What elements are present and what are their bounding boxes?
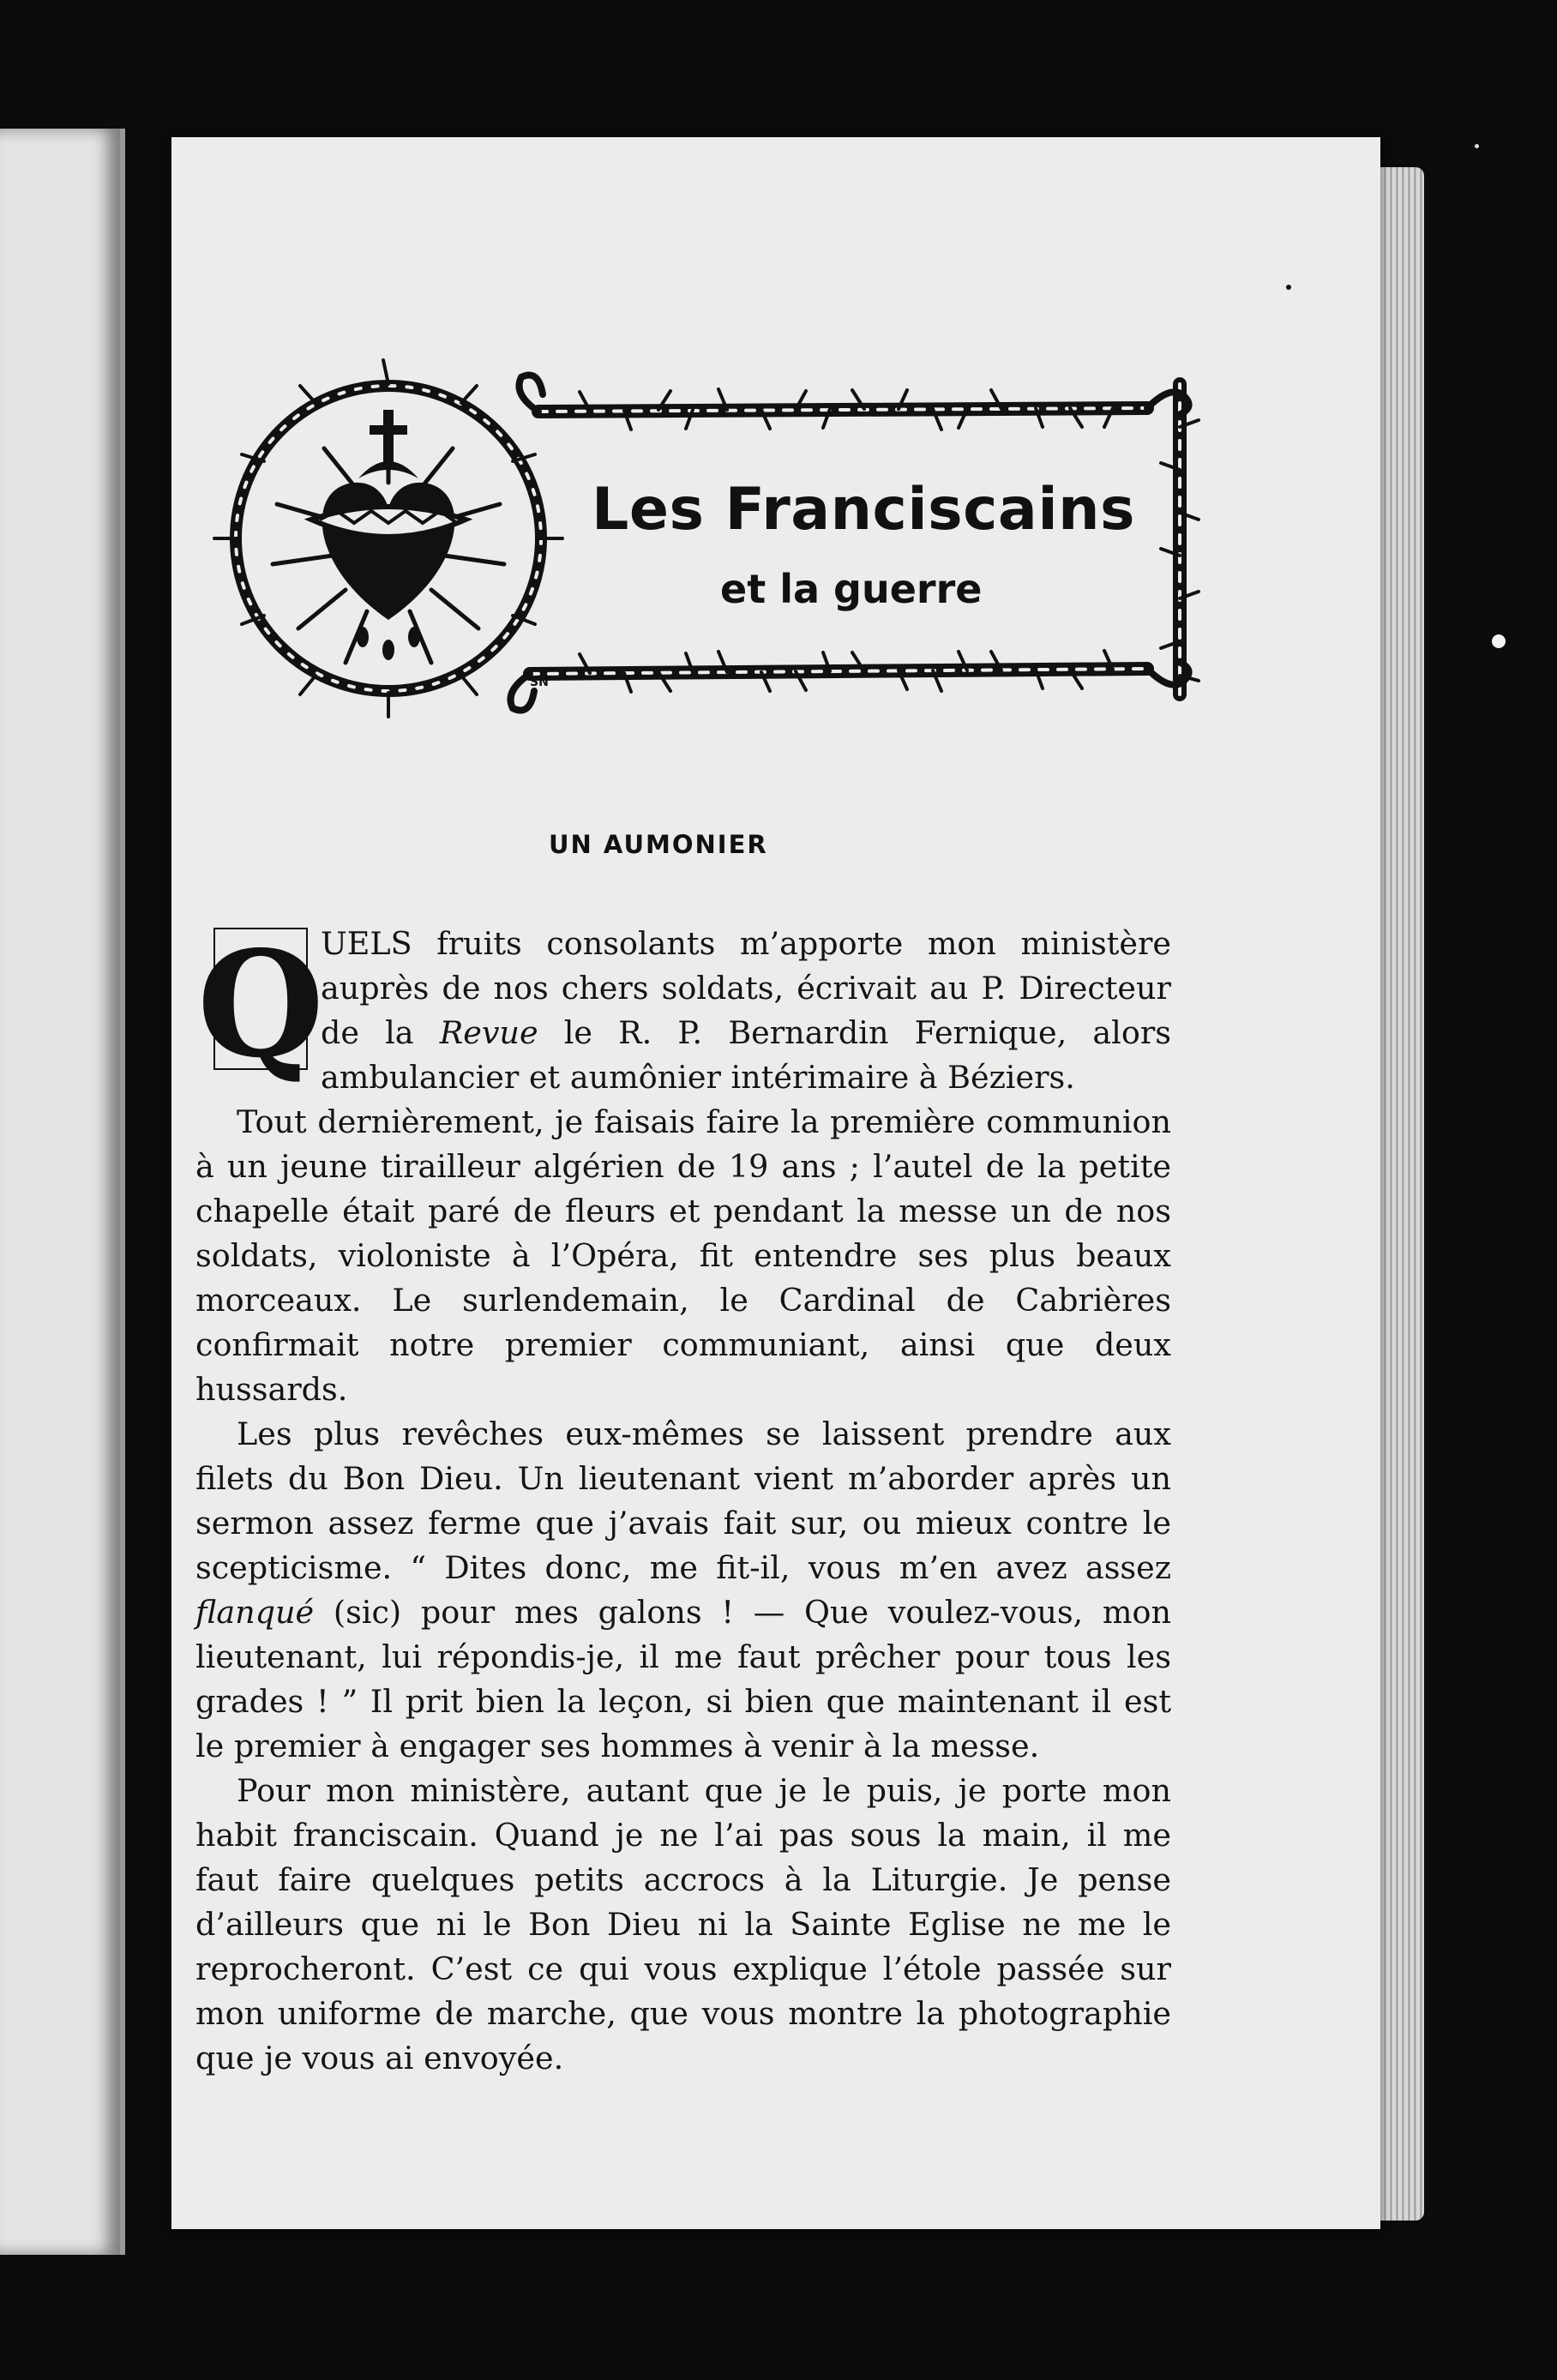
paragraph-1: Q UELS fruits consolants m’apporte mon ministère auprès de nos chers soldats, écrivait au P. Directeur de la Revue le R. P. Bernardin Fernique, alors ambulancier et aumônier intérimaire à Béziers. [196,919,1171,1096]
flanque-italic: flanqué [195,1594,315,1631]
dust-speck [1475,144,1479,148]
previous-page-edge [0,129,125,2255]
page-title: Les Franciscains [592,476,1136,544]
paragraph-4: Pour mon ministère, autant que je le puis, je porte mon habit franciscain. Quand je ne l’ai pas sous la main, il me faut faire quelques petits accrocs à la Liturgie. Je pense d’ailleurs que ni le Bon Dieu ni la Sainte Eglise ne me le reprocheront. C’est ce qui vous explique l’étole passée sur mon uniforme de marche, que vous montre la photographie que je vous ai envoyée. [195,1772,1171,2076]
ornament-monogram: SN [530,676,549,689]
page-subtitle: et la guerre [720,566,983,612]
section-heading: UN AUMONIER [549,830,768,859]
revue-italic: Revue [439,1014,538,1051]
dust-speck [1492,634,1506,648]
paragraph-3: Les plus revêches eux-mêmes se laissent prendre aux filets du Bon Dieu. Un lieutenant vient m’aborder après un sermon assez ferme que j’avais fait sur, ou mieux contre le scepticisme. “ Dites donc, me fit-il, vous m’en avez assez flanqué (sic) pour mes galons ! — Que voulez-vous, mon lieutenant, lui répondis-je, il me faut prêcher pour tous les grades ! ” Il prit bien la leçon, si bien que maintenant il est le premier à engager ses hommes à venir à la messe. [195,1415,1171,1764]
paragraph-2: Tout dernièrement, je faisais faire la première communion à un jeune tirailleur algérien de 19 ans ; l’autel de la petite chapelle était paré de fleurs et pendant la messe un de nos soldats, violoniste à l’Opéra, fit entendre ses plus beaux morceaux. Le surlendemain, le Cardinal de Cabrières confirmait notre premier communiant, ainsi que deux hussards. [195,1103,1171,1408]
article-body [195,919,1171,2081]
dropcap-letter: Q [196,919,325,1091]
dust-speck [1286,285,1291,290]
dropcap-q-ornament [196,919,325,1091]
lead-smallcaps: UELS [321,925,412,962]
